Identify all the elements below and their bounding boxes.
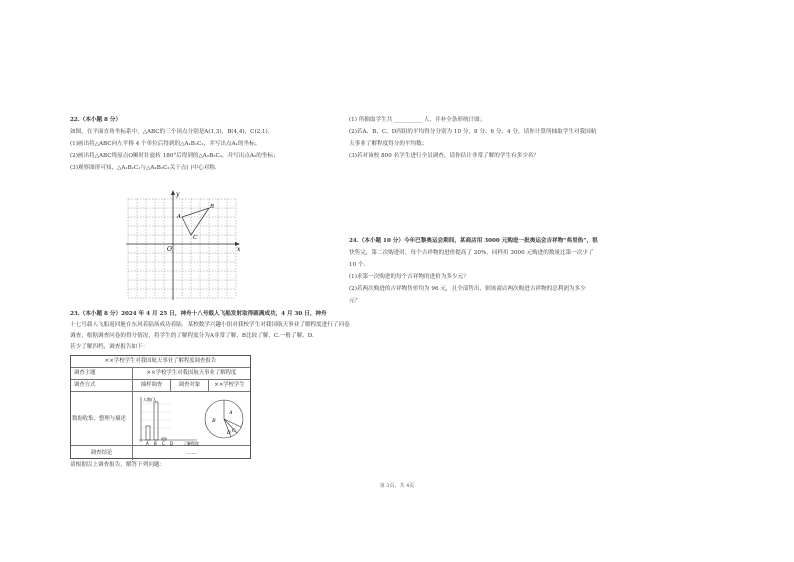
q23-closing: 请根据以上调查报告，解答下列问题： [70, 462, 166, 468]
coordinate-grid-figure [124, 188, 244, 304]
q22-header: 22.（本小题 8 分） [70, 117, 122, 123]
bar-tick-a: A [146, 441, 149, 446]
q24-header: 24.（本小题 10 分）今年巴黎奥运会期间，某商店用 3000 元购进一批奥运会吉祥物“弗里热”，很 [349, 238, 598, 244]
q24-line3: 10 个． [349, 262, 370, 268]
q24-line2: 快售完，第二次购进时，每个吉祥物的进价提高了 20%，同样用 3000 元购进的数量比第一次少了 [349, 250, 594, 256]
data-figures-svg [133, 392, 251, 446]
pie-label-a: A [229, 410, 233, 416]
q23-part1: (1) 所抽取学生共 __________ 人，并补全条形统计图； [349, 117, 486, 123]
conclusion-value: …… [186, 450, 197, 456]
data-label: 数据收集、整理与描述 [71, 392, 133, 445]
triangle-abc [182, 208, 209, 235]
q22-line3: (2)画出将△ABC绕原点O顺时针旋转 180°后得到的△A₂B₂C₂，并写出点A₂的坐标； [70, 153, 279, 159]
q23-part2-cont: 天事业了解程度得分的平均数； [349, 141, 428, 147]
topic-value: ××学校学生对我国航天事业了解程度 [146, 370, 237, 376]
q23-header: 23.（本小题 8 分）2024 年 4 月 25 日，神舟十八号载人飞船发射取得圆满成功，4 月 30 日，神舟 [70, 311, 327, 317]
q23-line3: 调查，根据调查问卷的得分情况，将学生的了解程度分为A非常了解、B比较了解、C.一般了解、D. [70, 333, 314, 339]
y-axis-arrow [171, 190, 175, 195]
method-label: 调查方式 [71, 380, 133, 391]
conclusion-label: 调查结论 [71, 446, 133, 460]
q22-line2: (1)画出将△ABC向左平移 4 个单位后得到的△A₁B₁C₁，并写出点A₁的坐标； [70, 141, 261, 147]
table-conclusion-row [71, 446, 250, 460]
table-title: ××学校学生对我国航天事业了解程度调查报告 [104, 358, 217, 364]
data-figures [133, 392, 250, 445]
bar-b [154, 402, 158, 440]
bar-tick-b: B [154, 441, 157, 446]
pie-label-d: D [227, 431, 231, 436]
object-label: 调查对象 [171, 380, 209, 391]
survey-report-table [70, 355, 251, 459]
q23-line4: 甚少了解四档，调查报告如下： [70, 344, 149, 350]
q22-line4: (3)观察图形可知，△A₁B₁C₁与△A₂B₂C₂关于点( )中心对称． [70, 165, 221, 171]
pie-label-c: C [232, 429, 236, 434]
q23-part2: (2)若A、B、C、D四组的平均得分分别为 10 分、8 分、6 分、4 分，请你计算所抽取学生对我国航 [349, 129, 597, 135]
origin-label: O [167, 246, 172, 253]
page-footer: 第 3页，共 4页 [379, 483, 415, 489]
bar-gridlines [141, 404, 173, 428]
q23-part3: (3)若对该校 800 名学生进行全员调查，请你估计非常了解的学生有多少名？ [349, 153, 539, 159]
table-title-row [71, 356, 250, 368]
bar-tick-c: C [162, 441, 165, 446]
bar-c [162, 438, 166, 440]
bar-ylabel: 人数/人 [143, 397, 157, 402]
q23-line2: 十七号载人飞船返回舱在东风着陆场成功着陆．某校数学兴趣小组对我校学生对我国航天事业了解程度进行了问卷 [70, 322, 350, 328]
q24-part1: (1)求第一次购进的每个吉祥物的进价为多少元？ [349, 274, 469, 280]
q24-part2: (2)若两次购进的吉祥物售价均为 96 元，且全部售出，则该商店两次购进吉祥物的总利润为多少 [349, 286, 586, 292]
pie-label-b: B [212, 418, 216, 424]
point-b-label: B [210, 204, 215, 210]
point-a-label: A [177, 214, 181, 220]
table-method-row [71, 380, 250, 392]
topic-label: 调查主题 [71, 368, 133, 379]
coordinate-grid-svg [124, 188, 244, 304]
method-value: 抽样调查 [133, 380, 171, 391]
table-topic-row [71, 368, 250, 380]
object-value: ××学校学生 [214, 382, 245, 388]
q24-part2-cont: 元？ [349, 298, 361, 304]
bar-xlabel: 了解程度 [183, 441, 199, 446]
grid-lines [128, 199, 236, 298]
table-data-row [71, 392, 250, 446]
point-c-label: C [193, 235, 198, 241]
q22-line1: 如图，在平面直角坐标系中，△ABC的三个顶点分别是A(1,3)，B(4,4)，C(2,1)． [70, 129, 274, 135]
x-axis-label: x [237, 246, 241, 253]
bar-tick-d: D [170, 441, 174, 446]
y-axis-label: y [176, 191, 180, 198]
